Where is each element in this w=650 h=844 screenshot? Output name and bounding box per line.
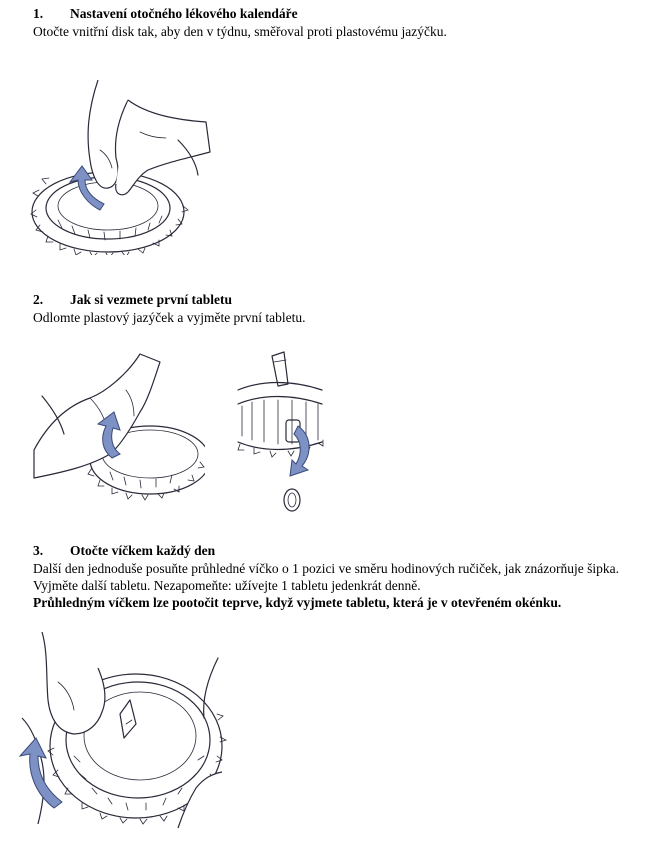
section-3-note: Průhledným víčkem lze pootočit teprve, když vyjmete tabletu, která je v otevřeném okénku. bbox=[33, 595, 562, 610]
section-3-title: Otočte víčkem každý den bbox=[70, 543, 216, 558]
tablet-removal-illustration bbox=[232, 350, 327, 515]
section-3-heading bbox=[33, 543, 215, 559]
section-2-number: 2. bbox=[33, 292, 44, 307]
section-3-number: 3. bbox=[33, 543, 44, 558]
section-1-text: Otočte vnitřní disk tak, aby den v týdnu, směřoval proti plastovému jazýčku. bbox=[33, 24, 447, 39]
section-3-text: Další den jednoduše posuňte průhledné víčko o 1 pozici ve směru hodinových ručiček, jak znázorňuje šipka. Vyjměte další tabletu. Nezapomeňte: užívejte 1 tabletu jedenkrát denně. bbox=[33, 561, 619, 593]
hand-rotating-inner-disc-illustration bbox=[28, 80, 218, 255]
section-1-title: Nastavení otočného lékového kalendáře bbox=[70, 6, 298, 21]
section-2-title: Jak si vezmete první tabletu bbox=[70, 292, 232, 307]
section-2-heading bbox=[33, 292, 232, 308]
section-1-number: 1. bbox=[33, 6, 44, 21]
hand-breaking-tab-illustration bbox=[30, 350, 205, 510]
hand-turning-lid-illustration bbox=[18, 628, 233, 833]
section-1-heading bbox=[33, 6, 298, 22]
section-2-text: Odlomte plastový jazýček a vyjměte první tabletu. bbox=[33, 310, 306, 325]
